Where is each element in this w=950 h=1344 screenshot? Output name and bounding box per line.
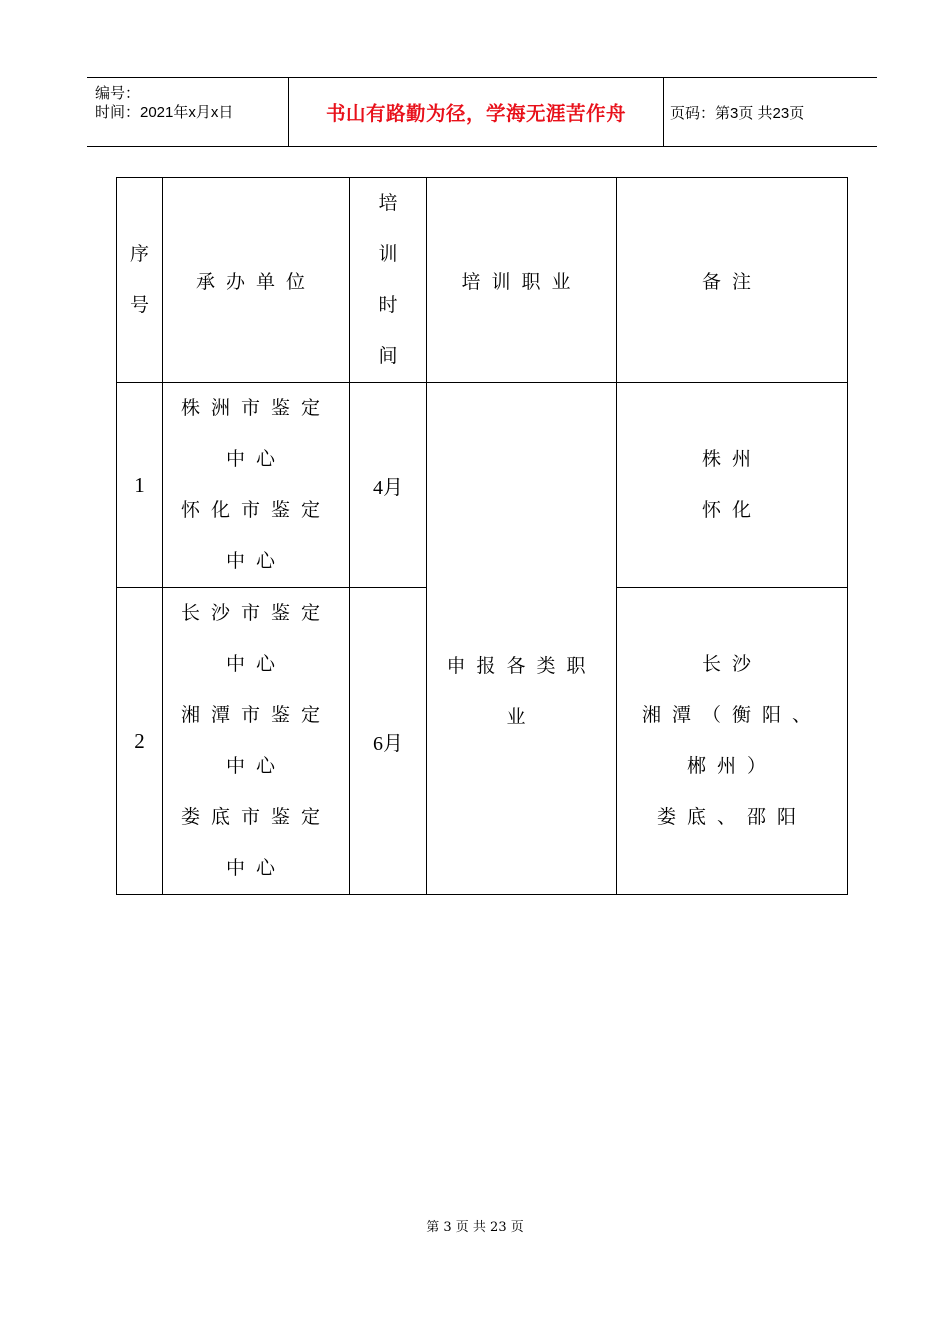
- occupation-cell: 申报各类职 业: [427, 383, 617, 895]
- row-time: 6月: [350, 588, 427, 895]
- header-meta: [87, 78, 288, 146]
- training-table: [116, 177, 848, 895]
- header-slogan-cell: [288, 78, 664, 146]
- page-footer: 第 3 页 共 23 页: [426, 1220, 524, 1235]
- header-seq: 序 号: [117, 178, 163, 383]
- table-row: [117, 383, 848, 588]
- row-seq: 1: [117, 383, 163, 588]
- header-occupation: 培训职业: [427, 178, 617, 383]
- table-header-row: [117, 178, 848, 383]
- header-unit: 承办单位: [163, 178, 350, 383]
- row-units: 长沙市鉴定 中心 湘潭市鉴定 中心 娄底市鉴定 中心: [163, 588, 350, 895]
- page-header: [87, 77, 877, 147]
- row-units: 株洲市鉴定 中心 怀化市鉴定 中心: [163, 383, 350, 588]
- row-notes: 株州 怀化: [617, 383, 848, 588]
- page-info: 页码：第3页 共23页: [670, 104, 805, 122]
- row-time: 4月: [350, 383, 427, 588]
- header-page-cell: [664, 78, 877, 146]
- header-time: 培 训 时 间: [350, 178, 427, 383]
- date-label: 时间：2021年x月x日: [95, 104, 234, 121]
- row-notes: 长沙 湘潭（衡阳、 郴州） 娄底、邵阳: [617, 588, 848, 895]
- header-note: 备注: [617, 178, 848, 383]
- slogan: 书山有路勤为径，学海无涯苦作舟: [325, 102, 626, 125]
- serial-label: 编号：: [95, 85, 141, 102]
- row-seq: 2: [117, 588, 163, 895]
